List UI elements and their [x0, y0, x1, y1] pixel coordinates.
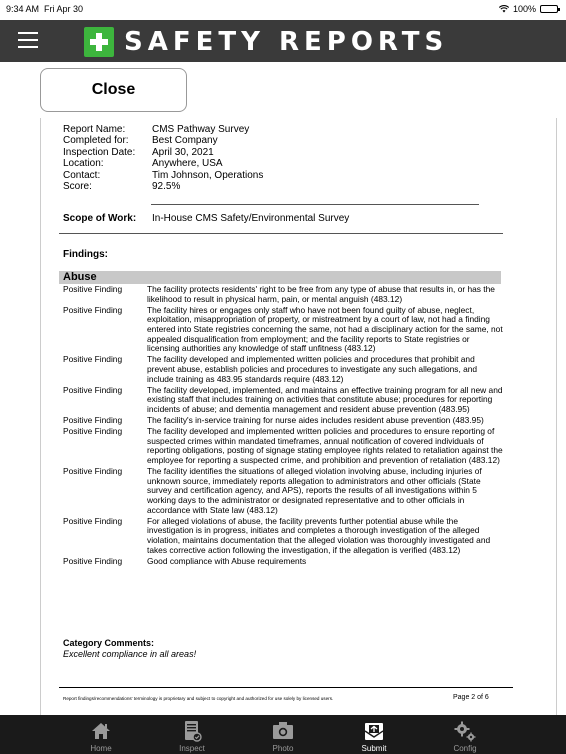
info-row: Contact: Tim Johnson, Operations	[63, 169, 264, 181]
envelope-icon	[362, 719, 386, 743]
category-comments	[63, 638, 196, 659]
category-comments-text: Excellent compliance in all areas!	[63, 649, 197, 659]
menu-icon[interactable]	[18, 32, 38, 48]
page-number: Page 2 of 6	[453, 694, 489, 701]
info-row: Report Name: CMS Pathway Survey	[63, 124, 250, 135]
findings-list	[63, 285, 503, 568]
divider	[151, 204, 479, 205]
finding-row: Positive Finding The facility protects residents' right to be free from any type of abuse that results in, or has the likelihood to result in physical harm, pain, or mental anguish (483.12)	[63, 284, 495, 304]
status-bar	[0, 0, 566, 20]
tab-label: Submit	[361, 744, 387, 753]
info-row: Inspection Date: April 30, 2021	[63, 146, 214, 158]
clipboard-icon	[180, 719, 204, 743]
finding-row: Positive Finding The facility identifies the situations of alleged violation involving abuse, including injuries of unknown source, immediately reports allegation to administrators and other officials (State survey and certification agency, and APS), reports the results of all investigations within 5 working days to the administrator or designated representative and to other officials in accordance with State law (483.12)	[63, 466, 482, 515]
footer-note: Report findings/recommendations' terminology is proprietary and subject to copyright and authorized for use solely by licensed users.	[63, 696, 334, 701]
home-icon	[89, 719, 113, 743]
finding-row: Positive Finding Good compliance with Abuse requirements	[63, 555, 307, 566]
wifi-icon	[499, 5, 509, 13]
app-header	[0, 20, 566, 62]
brand-title: SAFETY REPORTS	[124, 27, 449, 57]
info-row: Score: 92.5%	[63, 181, 181, 193]
finding-row: Positive Finding The facility developed and implemented written policies and procedures that prohibit and prevent abuse, establish policies and procedures to investigate any such allegations, and include training as 483.95 standards require (483.12)	[63, 354, 478, 384]
finding-row: Positive Finding The facility developed and implemented written policies and procedures to ensure reporting of suspected crimes within mandated timeframes, annual notification of covered individuals of reporting obligations, posting of signage stating employee rights related to retaliation against the employee for reporting a suspected crime, and prohibition and prevention of retaliation (483.12)	[63, 426, 503, 466]
report-info	[63, 124, 263, 192]
category-comments-label: Category Comments:	[63, 638, 155, 648]
divider	[59, 233, 503, 234]
tab-label: Inspect	[179, 744, 205, 753]
finding-row: Positive Finding The facility's in-service training for nurse aides includes resident abuse prevention (483.95)	[63, 415, 484, 426]
info-row: Completed for: Best Company	[63, 135, 218, 147]
status-left	[6, 4, 83, 14]
tab-label: Photo	[272, 744, 294, 753]
findings-heading: Findings:	[63, 249, 108, 260]
tab-inspect[interactable]	[147, 715, 238, 754]
first-aid-cross-icon	[84, 27, 114, 57]
battery-percent: 100%	[512, 4, 536, 14]
scope-label: Scope of Work:	[63, 213, 137, 224]
section-header-abuse: Abuse	[59, 271, 501, 284]
tab-home[interactable]	[56, 715, 147, 754]
close-button[interactable]: Close	[40, 68, 187, 112]
brand	[84, 27, 448, 57]
status-right	[499, 4, 558, 14]
finding-row: Positive Finding The facility hires or engages only staff who have not been found guilty of abuse, neglect, exploitation, misappropriation of property, or mistreatment by a court of law, not had a finding entered into State registries concerning the same, not had a disciplinary action for the same, not appealed disqualification from employment; and the facility reports to State registries or licensing authorities any knowledge of staff unfitness (483.12)	[63, 304, 503, 354]
footer-divider	[59, 687, 513, 688]
camera-icon	[271, 719, 295, 743]
finding-row: Positive Finding The facility developed, implemented, and maintains an effective training program for all new and existing staff that includes training on activities that constitute abuse; procedures for reporting incidents of abuse; and dementia management and resident abuse prevention (483.95)	[63, 384, 503, 414]
status-time: 9:34 AM	[6, 4, 40, 14]
tab-submit[interactable]	[329, 715, 420, 754]
finding-row: Positive Finding For alleged violations of abuse, the facility prevents further potential abuse while the investigation is in progress, initiates and completes a thorough investigation of the alleged violation, maintains documentation that the alleged violation was thoroughly investigated and takes corrective action following the investigation, if the allegation is verified (483.12)	[63, 515, 491, 555]
scope-of-work	[63, 213, 349, 224]
info-row: Location: Anywhere, USA	[63, 158, 223, 170]
tab-label: Home	[90, 744, 112, 753]
gears-icon	[453, 719, 477, 743]
status-date: Fri Apr 30	[44, 4, 84, 14]
report-page	[40, 118, 557, 715]
toolbar	[0, 62, 566, 120]
battery-icon	[540, 5, 558, 13]
scope-value: In-House CMS Safety/Environmental Survey	[152, 213, 350, 224]
document-viewer[interactable]	[0, 118, 566, 715]
tab-bar	[0, 715, 566, 754]
tab-label: Config	[453, 744, 477, 753]
tab-photo[interactable]	[238, 715, 329, 754]
tab-config[interactable]	[420, 715, 511, 754]
